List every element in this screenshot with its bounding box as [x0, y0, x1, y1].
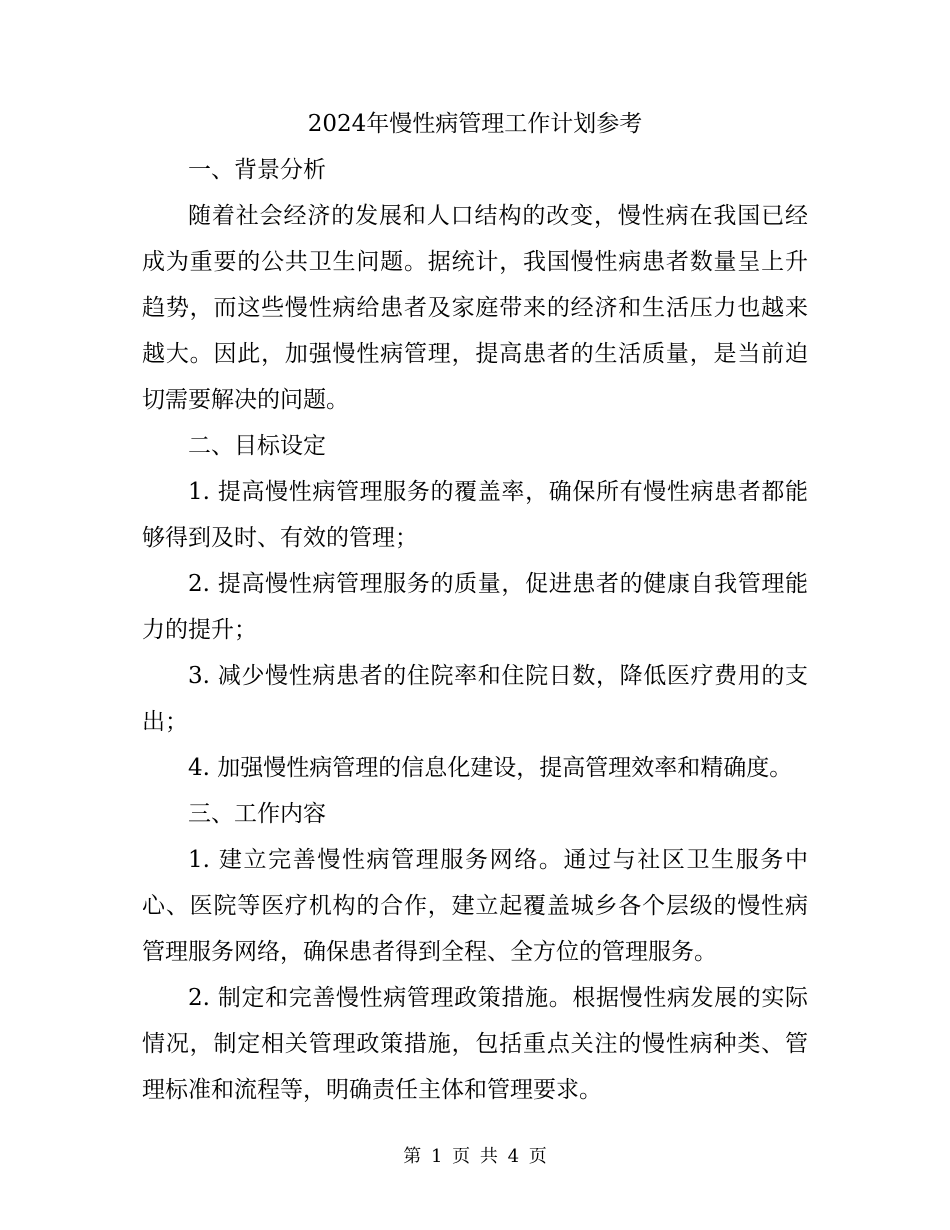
list-item: 2. 制定和完善慢性病管理政策措施。根据慢性病发展的实际情况，制定相关管理政策措施，包括重点关注的慢性病种类、管理标准和流程等，明确责任主体和管理要求。: [142, 985, 808, 1103]
document-title: 2024年慢性病管理工作计划参考: [307, 111, 643, 137]
list-item: 4. 加强慢性病管理的信息化建设，提高管理效率和精确度。: [188, 755, 793, 781]
list-item: 2. 提高慢性病管理服务的质量，促进患者的健康自我管理能力的提升；: [142, 571, 808, 643]
section-heading: 三、工作内容: [188, 801, 326, 827]
section-background: [142, 147, 808, 423]
list-item: 1. 提高慢性病管理服务的覆盖率，确保所有慢性病患者都能够得到及时、有效的管理；: [142, 479, 808, 551]
paragraph: 随着社会经济的发展和人口结构的改变，慢性病在我国已经成为重要的公共卫生问题。据统计，我国慢性病患者数量呈上升趋势，而这些慢性病给患者及家庭带来的经济和生活压力也越来越大。因此，加强慢性病管理，提高患者的生活质量，是当前迫切需要解决的问题。: [142, 203, 808, 413]
list-item: 1. 建立完善慢性病管理服务网络。通过与社区卫生服务中心、医院等医疗机构的合作，建立起覆盖城乡各个层级的慢性病管理服务网络，确保患者得到全程、全方位的管理服务。: [142, 847, 808, 965]
section-heading: 二、目标设定: [188, 433, 326, 459]
page-number-footer: 第 1 页 共 4 页: [403, 1146, 547, 1167]
list-item: 3. 减少慢性病患者的住院率和住院日数，降低医疗费用的支出；: [142, 663, 808, 735]
section-goals: [142, 423, 808, 791]
section-work-content: [142, 791, 808, 1113]
section-heading: 一、背景分析: [188, 157, 326, 183]
